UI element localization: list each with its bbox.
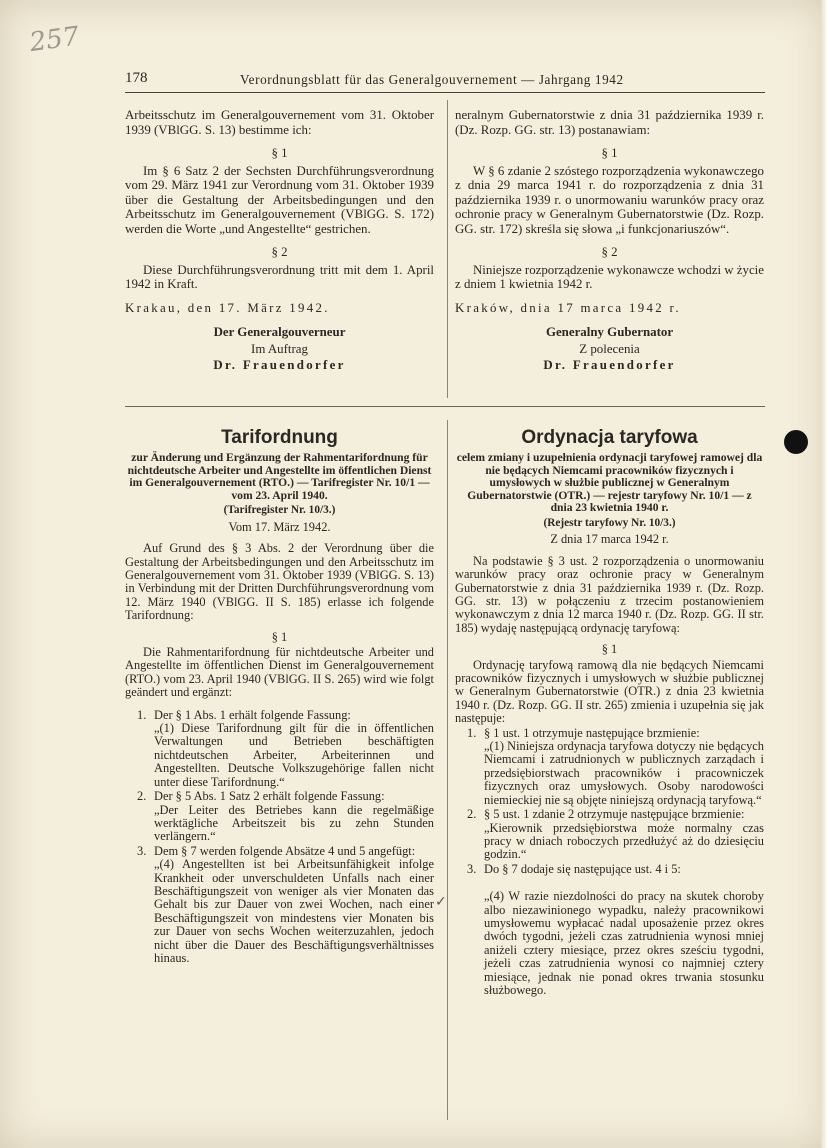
running-title: Verordnungsblatt für das Generalgouvernement — Jahrgang 1942 [240, 72, 624, 87]
list-item-text: § 1 ust. 1 otrzymuje następujące brzmienie: [484, 725, 700, 740]
list-number: 1. [137, 707, 147, 722]
section-heading: § 2 [601, 245, 618, 259]
document-subtitle: celem zmiany i uzupełnienia ordynacji taryfowej ramowej dla nie będących Niemcami pracowników fizycznych i umysłowych w służbie publicznej w Generalnym Gubernatorstwie (OTR.) — rejestr taryfowy Nr. 10/1 — z dnia 23 kwietnia 1940 r. [456, 451, 763, 515]
top-left-column [125, 108, 434, 373]
document-subtitle: zur Änderung und Ergänzung der Rahmentarifordnung für nichtdeutsche Arbeiter und Angestellte im öffentlichen Dienst im Generalgouvernement (RTO.) — Tarifregister Nr. 10/1 — vom 23. April 1940. [127, 451, 432, 502]
intro-text: Arbeitsschutz im Generalgouvernement vom 31. Oktober 1939 (VBlGG. S. 13) bestimme ich: [125, 108, 434, 137]
section-text: W § 6 zdanie 2 szóstego rozporządzenia wykonawczego z dnia 29 marca 1941 r. do rozporządzenia z dnia 31 października 1939 r. o unormowaniu warunków pracy oraz ochronie pracy w Generalnym Gubernatorstwie (Dz. Rozp. GG. str. 172) skreśla się słowa „i funkcjonariuszów“. [455, 163, 764, 236]
quoted-text: „(1) Diese Tarifordnung gilt für die in öffentlichen Verwaltungen und Betrieben beschäftigten nichtdeutschen Arbeiter, Arbeiterinnen und Angestellten. Deutsche Volkszugehörige fallen nicht unter diese Tarifordnung.“ [154, 721, 434, 789]
list-item [137, 709, 434, 722]
section-heading: § 1 [601, 642, 618, 657]
document-date: Vom 17. März 1942. [228, 519, 331, 534]
list-item-text: Dem § 7 werden folgende Absätze 4 und 5 angefügt: [154, 843, 416, 858]
column-divider-top [447, 100, 448, 398]
amendment-list [125, 709, 434, 966]
list-item-text: Der § 1 Abs. 1 erhält folgende Fassung: [154, 707, 351, 722]
list-item [467, 808, 764, 821]
bottom-right-column [455, 427, 764, 997]
list-item-text: Der § 5 Abs. 1 Satz 2 erhält folgende Fassung: [154, 789, 385, 804]
punch-hole [784, 430, 808, 454]
register-number: (Rejestr taryfowy Nr. 10/3.) [543, 516, 676, 529]
pencil-margin-note: 257 [27, 21, 82, 59]
section-heading: § 2 [271, 245, 288, 259]
list-item [137, 790, 434, 803]
section-separator [125, 406, 765, 407]
column-divider-bottom [447, 420, 448, 1120]
document-title: Ordynacja taryfowa [521, 427, 698, 448]
quoted-text: „Kierownik przedsiębiorstwa może normalny czas pracy w dniach roboczych przedłużyć aż do dziesięciu godzin.“ [484, 820, 764, 862]
amendment-list [455, 727, 764, 998]
section-text: Die Rahmentarifordnung für nichtdeutsche Arbeiter und Angestellte im öffentlichen Dienst im Generalgouvernement (RTO.) vom 23. April 1940 (VBlGG. II S. 265) wird wie folgt geändert und ergänzt: [125, 645, 434, 700]
signature-title: Generalny Gubernator [545, 325, 674, 339]
preamble: Auf Grund des § 3 Abs. 2 der Verordnung über die Gestaltung der Arbeitsbedingungen und den Arbeitsschutz im Generalgouvernement vom 31. Oktober 1939 (VBlGG. S. 13) in Verbindung mit der Dritten Durchführungsverordnung vom 12. März 1940 (VBlGG. II S. 185) erlasse ich folgende Tarifordnung: [125, 541, 434, 623]
list-number: 2. [137, 789, 147, 804]
list-item [137, 845, 434, 858]
margin-tick-mark: ✓ [435, 894, 447, 910]
page-edge [821, 0, 827, 1148]
quoted-text: „(1) Niniejsza ordynacja taryfowa dotyczy nie będących Niemcami i zatrudnionych w publicznych zarządach i przedsiębiorstwach pracowników i pracowniczek fizycznych oraz umysłowych. Osoby narodowości niemieckiej nie są objęte niniejszą ordynacją taryfową.“ [484, 739, 764, 807]
list-number: 1. [467, 725, 477, 740]
list-item [467, 863, 764, 876]
quoted-text: „(4) Angestellten ist bei Arbeitsunfähigkeit infolge Krankheit oder unverschuldeten Unfalls nach einer Beschäftigungszeit von weniger als vier Monaten das Gehalt bis zur Dauer von zwei Wochen, nach einer Beschäftigungszeit von mindestens vier Monaten bis zur Dauer von sechs Wochen weiterzuzahlen, jedoch nicht über die Dauer des Beschäftigungsverhältnisses hinaus. [154, 857, 434, 965]
top-right-column [455, 108, 764, 373]
preamble: Na podstawie § 3 ust. 2 rozporządzenia o unormowaniu warunków pracy oraz ochronie pracy w Generalnym Gubernatorstwie z dnia 31 października 1939 r. (Dz. Rozp. GG. str. 13) w połączeniu z trzecim postanowieniem wykonawczym z dnia 12 marca 1940 r. (Dz. Rozp. GG. II str. 185) wydaję następującą ordynację taryfową: [455, 553, 764, 635]
signature-title: Der Generalgouverneur [213, 325, 346, 339]
list-number: 3. [467, 861, 477, 876]
list-item-text: Do § 7 dodaje się następujące ust. 4 i 5: [484, 861, 681, 876]
document-title: Tarifordnung [221, 427, 338, 448]
section-text: Im § 6 Satz 2 der Sechsten Durchführungsverordnung vom 29. März 1941 zur Verordnung vom 31. Oktober 1939 über die Gestaltung der Arbeitsbedingungen und den Arbeitsschutz im Generalgouvernement (VBlGG. S. 172) werden die Worte „und Angestellte“ gestrichen. [125, 163, 434, 236]
signature-name: Dr. Frauendorfer [213, 358, 346, 372]
section-heading: § 1 [271, 629, 288, 644]
section-text: Diese Durchführungsverordnung tritt mit dem 1. April 1942 in Kraft. [125, 262, 434, 291]
bottom-left-column [125, 427, 434, 965]
signature-note: Z polecenia [579, 341, 640, 356]
list-number: 3. [137, 843, 147, 858]
section-text: Ordynację taryfową ramową dla nie będących Niemcami pracowników fizycznych i umysłowych w służbie publicznej w Generalnym Gubernatorstwie (OTR.) z dnia 23 kwietnia 1940 r. (Dz. Rozp. GG. II str. 265) zmienia i uzupełnia się jak następuje: [455, 657, 764, 726]
section-heading: § 1 [601, 146, 618, 160]
signature-name: Dr. Frauendorfer [543, 358, 676, 372]
signature-note: Im Auftrag [251, 341, 308, 356]
register-number: (Tarifregister Nr. 10/3.) [223, 504, 336, 517]
header-rule [125, 92, 765, 93]
list-item [467, 727, 764, 740]
place-date: Krakau, den 17. März 1942. [125, 300, 330, 315]
place-date: Kraków, dnia 17 marca 1942 r. [455, 300, 681, 315]
intro-text: neralnym Gubernatorstwie z dnia 31 października 1939 r. (Dz. Rozp. GG. str. 13) postanawiam: [455, 108, 764, 137]
list-item-text: § 5 ust. 1 zdanie 2 otrzymuje następujące brzmienie: [484, 807, 745, 822]
page-number: 178 [125, 70, 148, 86]
list-number: 2. [467, 807, 477, 822]
quoted-text: „Der Leiter des Betriebes kann die regelmäßige werktägliche Arbeitszeit bis zu zehn Stunden verlängern.“ [154, 802, 434, 844]
section-text: Niniejsze rozporządzenie wykonawcze wchodzi w życie z dniem 1 kwietnia 1942 r. [455, 262, 764, 291]
document-date: Z dnia 17 marca 1942 r. [550, 532, 669, 547]
quoted-text: „(4) W razie niezdolności do pracy na skutek choroby albo niezawinionego wypadku, należy pracownikowi umysłowemu wypłacać nadal uposażenie przez okres dwóch tygodni, jeżeli czas zatrudnienia wynosi mniej aniżeli cztery miesiące, przez okres sześciu tygodni, jeżeli czas zatrudnienia wynosi co najmniej cztery miesiące, jednak nie ponad okres trwania stosunku służbowego. [484, 889, 764, 997]
section-heading: § 1 [271, 146, 288, 160]
